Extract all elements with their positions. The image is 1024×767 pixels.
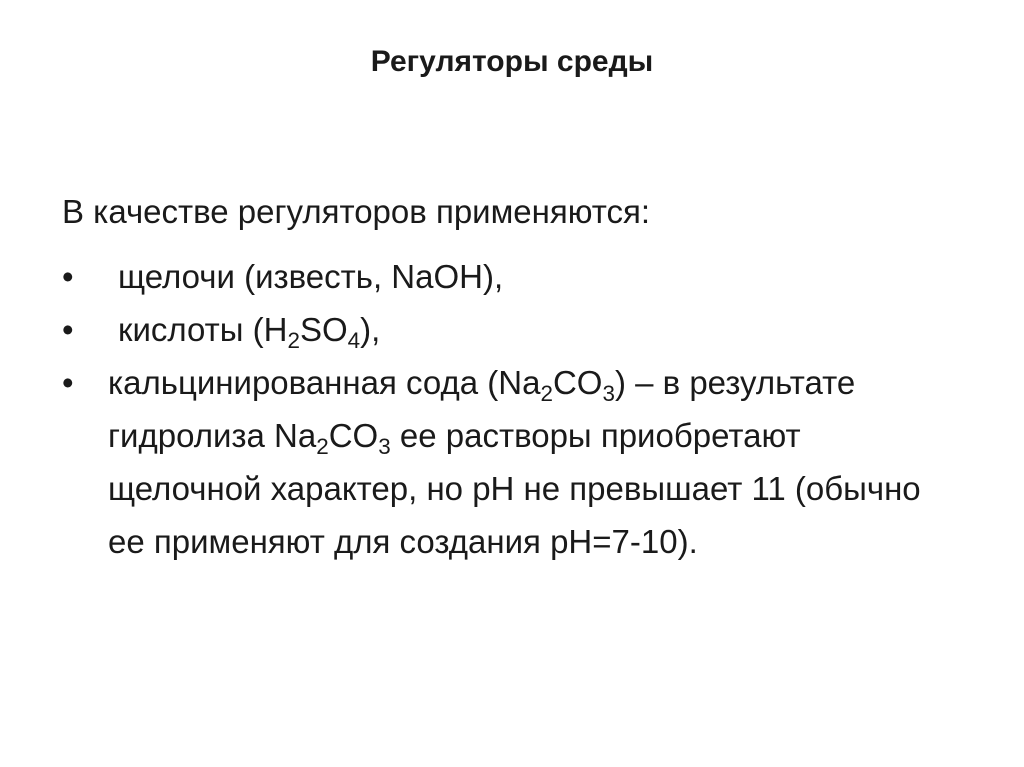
list-item bbox=[62, 303, 962, 356]
subscript: 2 bbox=[316, 434, 329, 460]
text-segment: ) – в результате гидролиза Na bbox=[108, 364, 856, 454]
text-segment: кальцинированная сода (Na bbox=[108, 364, 541, 401]
list-item-text: щелочи (известь, NaOH), bbox=[118, 258, 504, 295]
list-item-text bbox=[108, 311, 381, 354]
list-item-text bbox=[108, 364, 921, 560]
bullet-icon: • bbox=[62, 364, 74, 401]
text-segment: CO bbox=[328, 417, 379, 454]
bullet-list bbox=[62, 250, 962, 568]
intro-text: В качестве регуляторов применяются: bbox=[62, 193, 651, 230]
slide-title: Регуляторы среды bbox=[370, 45, 654, 78]
slide-body bbox=[62, 192, 962, 568]
text-segment: SO bbox=[299, 311, 348, 348]
list-item bbox=[62, 356, 962, 568]
text-segment: кислоты (H bbox=[118, 311, 288, 348]
subscript: 3 bbox=[378, 434, 391, 460]
bullet-icon: • bbox=[62, 311, 74, 348]
bullet-icon: • bbox=[62, 258, 74, 295]
text-segment: CO bbox=[552, 364, 603, 401]
text-segment: ее растворы приобретают щелочной характер, но pH не превышает 11 (обычно ее применяют для создания pH=7-10). bbox=[108, 417, 921, 560]
list-item bbox=[62, 250, 962, 303]
subscript: 2 bbox=[540, 381, 553, 407]
text-segment: ), bbox=[360, 311, 381, 348]
subscript: 4 bbox=[347, 328, 361, 354]
subscript: 2 bbox=[287, 328, 300, 354]
subscript: 3 bbox=[602, 381, 615, 407]
